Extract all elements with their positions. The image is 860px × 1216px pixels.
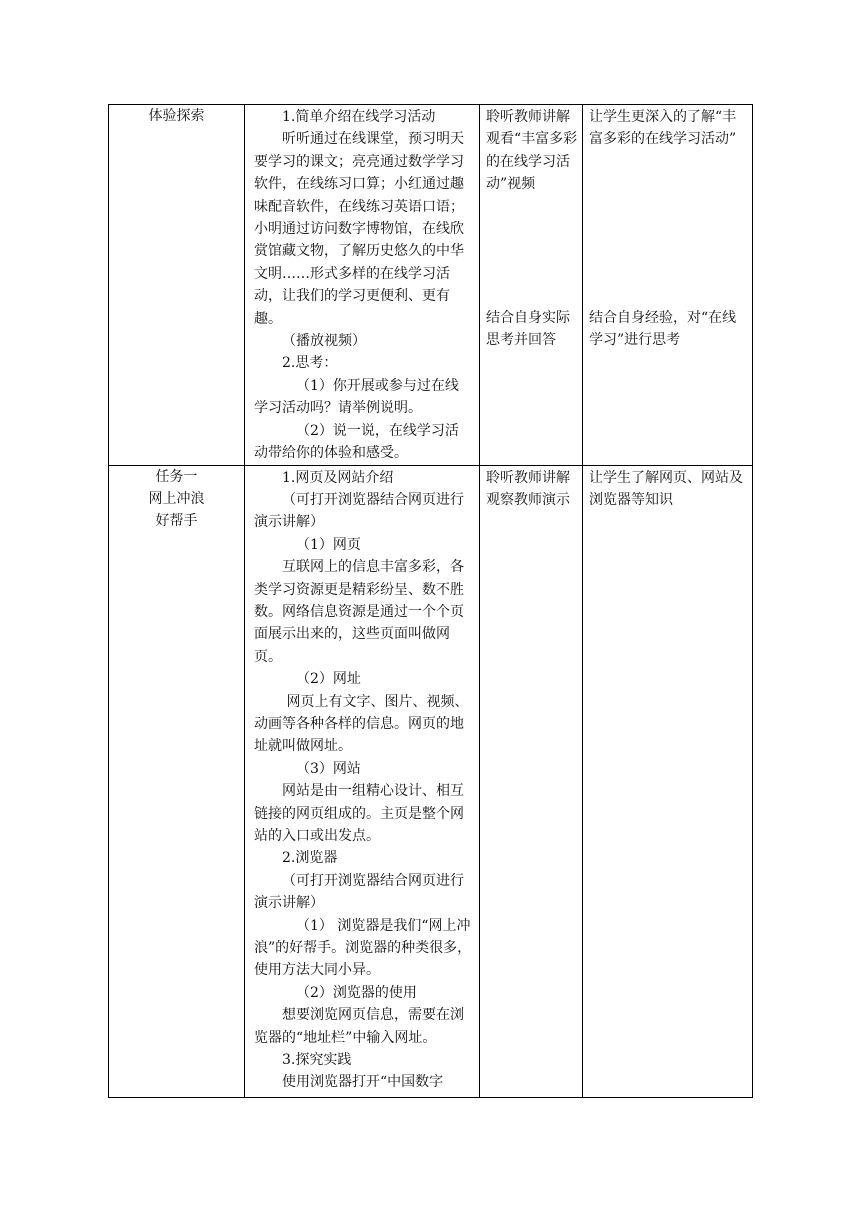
stage-label: 好帮手	[155, 513, 198, 530]
content-paragraph: （1） 浏览器是我们“网上冲浪”的好帮手。浏览器的种类很多，使用方法大同小异。	[254, 917, 472, 979]
table-row	[109, 105, 753, 466]
student-activity-text: 聆听教师讲解观察教师演示	[486, 469, 570, 508]
teacher-activity-cell	[245, 465, 480, 1097]
design-intent-cell	[583, 465, 753, 1097]
student-activity-text: 结合自身实际思考并回答	[486, 310, 570, 349]
design-intent-text: 结合自身经验，对“在线学习”进行思考	[589, 310, 737, 349]
student-activity-text: 聆听教师讲解观看“丰富多彩的在线学习活动”视频	[486, 109, 578, 193]
lesson-plan-table	[108, 104, 753, 1098]
student-activity-cell	[480, 105, 583, 466]
content-paragraph: 网站是由一组精心设计、相互链接的网页组成的。主页是整个网站的入口或出发点。	[254, 783, 464, 844]
stage-cell	[109, 465, 245, 1097]
content-paragraph: 1.网页及网站介绍	[282, 469, 394, 486]
content-paragraph: （可打开浏览器结合网页进行演示讲解）	[254, 491, 464, 531]
content-paragraph: 2.思考：	[282, 355, 338, 372]
content-paragraph: （2）说一说，在线学习活动带给你的体验和感受。	[254, 422, 459, 462]
content-paragraph: （2）网址	[296, 671, 361, 688]
content-paragraph: 2.浏览器	[282, 850, 338, 867]
design-intent-cell	[583, 105, 753, 466]
content-paragraph: （2）浏览器的使用	[296, 984, 417, 1001]
stage-label: 网上冲浪	[148, 490, 205, 507]
stage-cell	[109, 105, 245, 466]
content-paragraph: （播放视频）	[282, 333, 366, 350]
student-activity-cell	[480, 465, 583, 1097]
content-paragraph: 听听通过在线课堂，预习明天要学习的课文；亮亮通过数学学习软件，在线练习口算；小红通过趣味配音软件，在线练习英语口语；小明通过访问数字博物馆，在线欣赏馆藏文物，了解历史悠久的中华文明……形式多样的在线学习活动，让我们的学习更便利、更有趣。	[254, 131, 464, 327]
stage-label: 任务一	[155, 468, 198, 485]
content-paragraph: 网页上有文字、图片、视频、动画等各种各样的信息。网页的地址就叫做网址。	[254, 693, 469, 755]
content-paragraph: （1）网页	[296, 536, 361, 553]
content-paragraph: 1.简单介绍在线学习活动	[282, 109, 436, 125]
table-row	[109, 465, 753, 1097]
content-paragraph: 3.探究实践	[282, 1052, 352, 1069]
content-paragraph: （1）你开展或参与过在线学习活动吗？请举例说明。	[254, 377, 459, 417]
teacher-activity-cell	[245, 105, 480, 466]
content-paragraph: 互联网上的信息丰富多彩，各类学习资源更是精彩纷呈、数不胜数。网络信息资源是通过一个个页面展示出来的，这些页面叫做网页。	[254, 559, 464, 665]
content-paragraph: （3）网站	[296, 760, 361, 777]
content-paragraph: （可打开浏览器结合网页进行演示讲解）	[254, 872, 464, 912]
stage-label: 体验探索	[148, 108, 205, 124]
design-intent-text: 让学生更深入的了解“丰富多彩的在线学习活动”	[589, 109, 737, 148]
design-intent-text: 让学生了解网页、网站及浏览器等知识	[589, 469, 743, 508]
content-paragraph: 使用浏览器打开“中国数字	[282, 1074, 444, 1091]
content-paragraph: 想要浏览网页信息，需要在浏览器的“地址栏”中输入网址。	[254, 1007, 464, 1046]
